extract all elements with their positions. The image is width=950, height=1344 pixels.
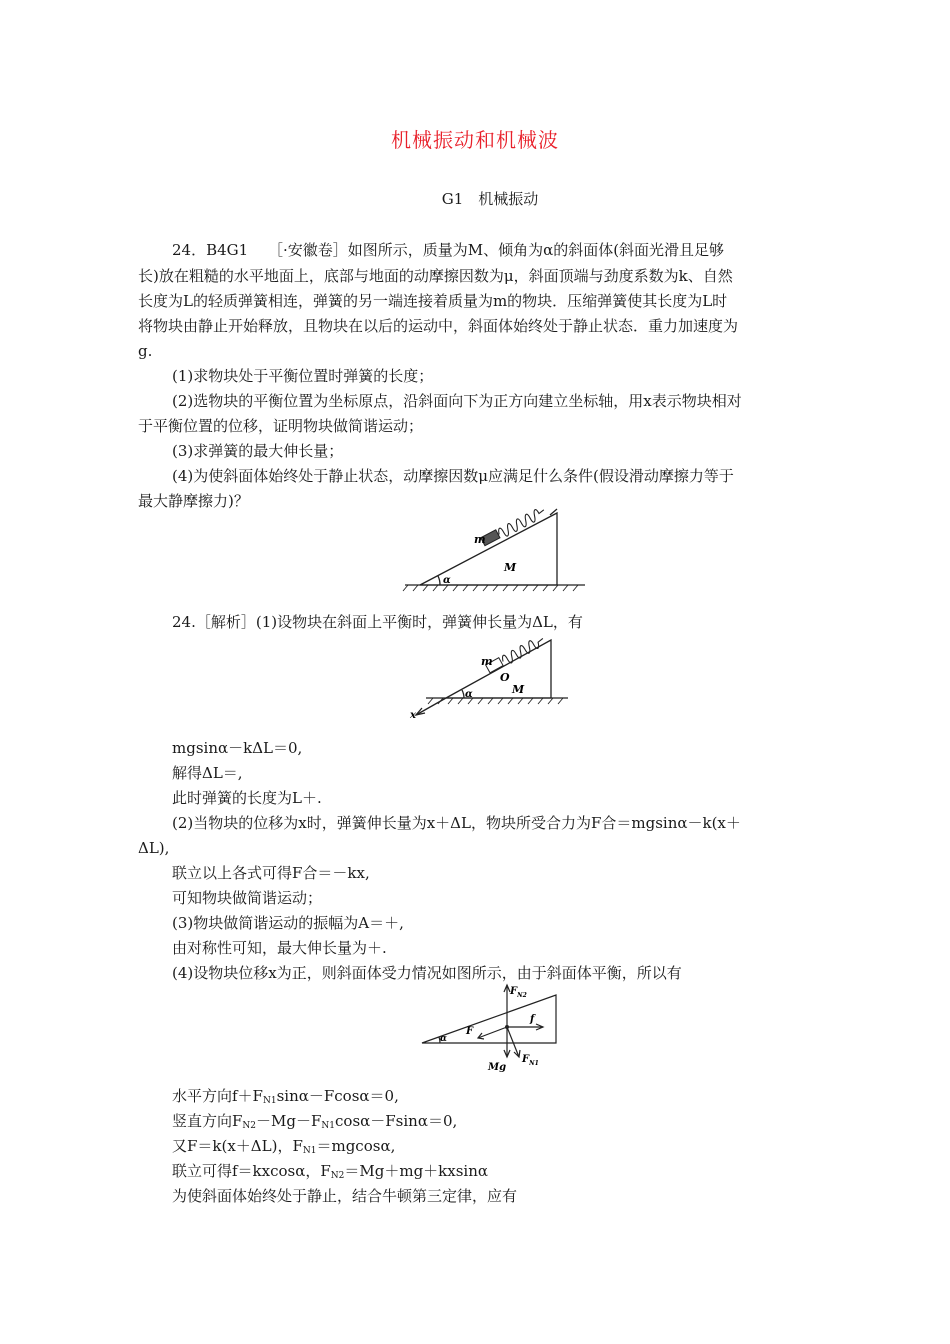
figure-force-diagram xyxy=(418,982,568,1077)
conclusion-line: 为使斜面体始终处于静止，结合牛顿第三定律，应有 xyxy=(172,1187,518,1205)
part2-line-4: 可知物块做简谐运动； xyxy=(172,889,323,907)
eq-horizontal: 水平方向$f+F_{N1}\sin\alpha-Fcos\alpha=0$, xyxy=(172,1087,399,1106)
problem-line-2: 长)放在粗糙的水平地面上，底部与地面的动摩擦因数为μ，斜面顶端与劲度系数为k、自然 xyxy=(138,267,733,285)
solution-intro: 24.［解析］(1)设物块在斜面上平衡时，弹簧伸长量为ΔL，有 xyxy=(172,613,583,631)
label-FN1: $F_{N1}$ xyxy=(522,1054,539,1067)
part2-line-2: ΔL), xyxy=(138,839,170,857)
section-heading: G1 机械振动 xyxy=(441,190,539,208)
problem-line-1: 24．B4G1 ［·安徽卷］如图所示，质量为M、倾角为α的斜面体(斜面光滑且足够 xyxy=(172,241,725,259)
label-alpha-3: α xyxy=(440,1034,447,1044)
eq-result: 联立可得f＝kxcosα，$F_{N2}=Mg+mg+kxsin\alpha$ xyxy=(172,1162,489,1181)
question-4-line-2: 最大静摩擦力)？ xyxy=(138,492,249,510)
eq-balance: mgsinα－kΔL＝0, xyxy=(172,739,303,757)
part4-line-1: (4)设物块位移x为正，则斜面体受力情况如图所示，由于斜面体平衡，所以有 xyxy=(172,964,682,982)
label-f: f xyxy=(530,1014,535,1025)
part3-line-1: (3)物块做简谐运动的振幅为A＝＋, xyxy=(172,914,404,932)
label-m: m xyxy=(474,533,486,546)
problem-line-3: 长度为L的轻质弹簧相连，弹簧的另一端连接着质量为m的物块．压缩弹簧使其长度为L时 xyxy=(138,292,728,310)
label-M: M xyxy=(504,561,517,574)
part3-line-2: 由对称性可知，最大伸长量为＋. xyxy=(172,939,387,957)
question-4-line-1: (4)为使斜面体始终处于静止状态，动摩擦因数μ应满足什么条件(假设滑动摩擦力等于 xyxy=(172,467,734,485)
document-title: 机械振动和机械波 xyxy=(391,128,559,152)
question-2-line-1: (2)选物块的平衡位置为坐标原点，沿斜面向下为正方向建立坐标轴，用x表示物块相对 xyxy=(172,392,742,410)
eq-vertical: 竖直方向$F_{N2}-Mg-F_{N1}\cos\alpha-Fsin\alpha=0$, xyxy=(172,1112,458,1131)
problem-line-4: 将物块由静止开始释放，且物块在以后的运动中，斜面体始终处于静止状态．重力加速度为 xyxy=(138,317,739,335)
label-M-2: M xyxy=(512,683,525,696)
label-O: O xyxy=(500,671,510,684)
label-alpha: α xyxy=(443,575,451,586)
figure-incline-spring xyxy=(400,505,590,595)
label-m-2: m xyxy=(481,655,493,668)
figure-incline-axis xyxy=(408,632,573,722)
label-Mg: Mg xyxy=(488,1062,507,1073)
question-2-line-2: 于平衡位置的位移，证明物块做简谐运动； xyxy=(138,417,424,435)
part2-line-3: 联立以上各式可得F合＝－kx, xyxy=(172,864,370,882)
label-alpha-2: α xyxy=(465,689,473,700)
question-3: (3)求弹簧的最大伸长量； xyxy=(172,442,344,460)
question-1: (1)求物块处于平衡位置时弹簧的长度； xyxy=(172,367,434,385)
eq-delta-L: 解得ΔL＝, xyxy=(172,764,243,782)
label-FN2: $F_{N2}$ xyxy=(510,986,527,999)
part2-line-1: (2)当物块的位移为x时，弹簧伸长量为x＋ΔL，物块所受合力为F合＝mgsinα－k(x＋ xyxy=(172,814,741,832)
eq-spring-length: 此时弹簧的长度为L＋. xyxy=(172,789,322,807)
spring-2 xyxy=(501,635,546,666)
label-x-axis: x xyxy=(410,710,416,721)
label-F: F xyxy=(466,1026,474,1037)
eq-forces: 又F＝k(x＋ΔL)，$F_{N1}=mgcos\alpha$, xyxy=(172,1137,396,1156)
problem-line-5: g. xyxy=(138,342,153,360)
